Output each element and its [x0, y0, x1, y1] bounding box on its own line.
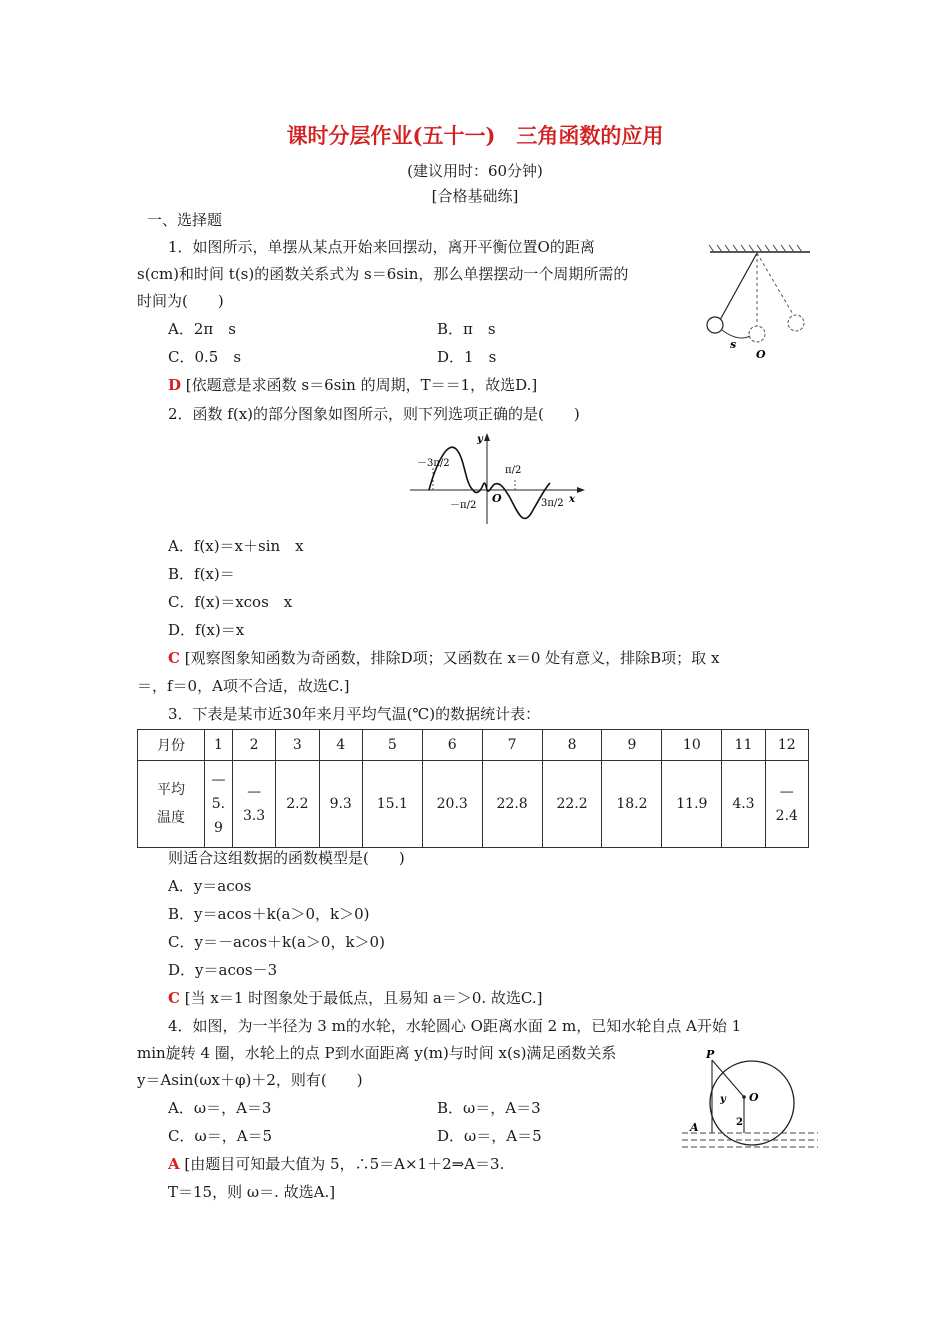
q1-option-c: C．0.5 s: [168, 348, 242, 366]
pendulum-figure: [700, 240, 820, 365]
tick-neg-pi-2: －π/2: [450, 500, 477, 511]
function-graph: [405, 428, 590, 528]
label-A: A: [690, 1121, 699, 1134]
month-cell: 8: [542, 730, 602, 761]
label-O: O: [749, 1091, 759, 1104]
q2-explanation-line2: ＝，f＝0，A项不合适，故选C.]: [137, 677, 350, 695]
temp-part: 5.: [211, 796, 226, 812]
q4-stem-line3: y＝Asin(ωx＋φ)＋2，则有( ): [137, 1071, 363, 1089]
q2-option-b: B．f(x)＝: [168, 565, 235, 583]
q4-stem-line1: 4．如图，为一半径为 3 m的水轮，水轮圆心 O距离水面 2 m，已知水轮自点 A开始 1: [168, 1017, 742, 1035]
temp-cell: [205, 761, 233, 848]
q3-option-b: B．y＝acos＋k(a＞0，k＞0): [168, 905, 370, 923]
month-cell: 2: [232, 730, 275, 761]
month-cell: 4: [319, 730, 362, 761]
q1-option-d: D．1 s: [437, 348, 497, 366]
q4-option-c: C．ω＝，A＝5: [168, 1127, 273, 1145]
label-P: P: [706, 1048, 715, 1061]
q2-option-d: D．f(x)＝x: [168, 621, 245, 639]
temp-dash: —: [247, 784, 262, 800]
x-axis-label: x: [569, 494, 575, 505]
q1-stem-line3: 时间为( ): [137, 292, 224, 310]
temp-part: 9: [213, 820, 223, 836]
q1-answer: D: [168, 376, 182, 394]
month-cell: 10: [662, 730, 722, 761]
month-cell: 1: [205, 730, 233, 761]
q4-answer: A: [168, 1155, 180, 1173]
tick-pi-2: π/2: [505, 465, 522, 476]
suggested-time: (建议用时：60分钟): [407, 162, 543, 180]
q1-stem-line1: 1．如图所示，单摆从某点开始来回摆动，离开平衡位置O的距离: [168, 238, 595, 256]
q4-option-d: D．ω＝，A＝5: [437, 1127, 542, 1145]
temp-dash: —: [211, 772, 226, 788]
q2-answer: C: [168, 649, 180, 667]
origin-label: O: [492, 492, 502, 505]
month-cell: 9: [602, 730, 662, 761]
q4-explanation-line2: T＝15，则 ω＝. 故选A.]: [168, 1183, 336, 1201]
temp-part: 2.4: [775, 808, 798, 824]
temp-cell: 4.3: [722, 761, 765, 848]
y-axis-label: y: [477, 434, 483, 445]
pendulum-label-s: s: [730, 338, 737, 351]
pendulum-label-o: O: [756, 348, 766, 361]
q4-explanation-line1: [由题目可知最大值为 5，∴5＝A×1＋2⇒A＝3.: [184, 1155, 505, 1173]
table-header-row: [138, 730, 809, 761]
temp-label-line2: 温度: [157, 810, 185, 826]
label-y: y: [720, 1094, 726, 1105]
temperature-table: [137, 729, 809, 848]
label-2: 2: [736, 1117, 743, 1128]
q2-answer-line: [168, 647, 719, 668]
q3-option-a: A．y＝acos: [168, 877, 252, 895]
month-cell: 11: [722, 730, 765, 761]
temp-dash: —: [779, 784, 794, 800]
q2-option-a: A．f(x)＝x＋sin x: [168, 537, 304, 555]
page-title: 课时分层作业(五十一) 三角函数的应用: [286, 123, 664, 148]
q3-answer-line: [168, 987, 542, 1008]
q4-stem-line2: min旋转 4 圈，水轮上的点 P到水面距离 y(m)与时间 x(s)满足函数关系: [137, 1044, 617, 1062]
temp-cell: 11.9: [662, 761, 722, 848]
q3-option-c: C．y＝－acos＋k(a＞0，k＞0): [168, 933, 385, 951]
q4-answer-line: [168, 1153, 504, 1174]
q4-option-a: A．ω＝，A＝3: [168, 1099, 272, 1117]
q2-explanation-line1: [观察图象知函数为奇函数，排除D项；又函数在 x＝0 处有意义，排除B项；取 x: [184, 649, 720, 667]
temp-cell: 22.8: [482, 761, 542, 848]
month-cell: 7: [482, 730, 542, 761]
q1-option-a: A．2π s: [168, 320, 236, 338]
q2-stem: 2．函数 f(x)的部分图象如图所示，则下列选项正确的是( ): [168, 405, 580, 423]
temp-cell: [765, 761, 808, 848]
q1-answer-line: [168, 374, 537, 395]
q1-option-b: B．π s: [437, 320, 496, 338]
month-cell: 5: [362, 730, 422, 761]
month-cell: 3: [276, 730, 319, 761]
temp-cell: 18.2: [602, 761, 662, 848]
q3-answer: C: [168, 989, 180, 1007]
temp-cell: 22.2: [542, 761, 602, 848]
level-label: [合格基础练]: [431, 187, 519, 205]
q3-prompt: 则适合这组数据的函数模型是( ): [168, 849, 405, 867]
month-cell: 12: [765, 730, 808, 761]
q2-option-c: C．f(x)＝xcos x: [168, 593, 293, 611]
pendulum-bob: [707, 317, 723, 333]
temp-cell: 15.1: [362, 761, 422, 848]
q3-explanation: [当 x＝1 时图象处于最低点，且易知 a＝＞0. 故选C.]: [184, 989, 543, 1007]
table-temp-row: [138, 761, 809, 848]
pendulum-string: [720, 253, 757, 320]
tick-3pi-2: 3π/2: [541, 498, 564, 509]
header-month-label: 月份: [138, 730, 205, 761]
q4-option-b: B．ω＝，A＝3: [437, 1099, 541, 1117]
month-cell: 6: [422, 730, 482, 761]
section-heading: 一、选择题: [147, 211, 223, 229]
q1-stem-line2: s(cm)和时间 t(s)的函数关系式为 s＝6sin，那么单摆摆动一个周期所需的: [137, 265, 629, 283]
q3-stem: 3．下表是某市近30年来月平均气温(℃)的数据统计表：: [168, 705, 541, 723]
temp-cell: 20.3: [422, 761, 482, 848]
q3-option-d: D．y＝acos－3: [168, 961, 278, 979]
q1-explanation: [依题意是求函数 s＝6sin 的周期，T＝＝1，故选D.]: [185, 376, 538, 394]
tick-neg-3pi-2: －3π/2: [417, 458, 450, 469]
temp-part: 3.3: [242, 808, 266, 824]
temp-cell: [232, 761, 275, 848]
temp-label-line1: 平均: [157, 782, 185, 798]
temp-label-cell: [138, 761, 205, 848]
temp-cell: 2.2: [276, 761, 319, 848]
temp-cell: 9.3: [319, 761, 362, 848]
water-wheel-figure: [678, 1045, 823, 1155]
